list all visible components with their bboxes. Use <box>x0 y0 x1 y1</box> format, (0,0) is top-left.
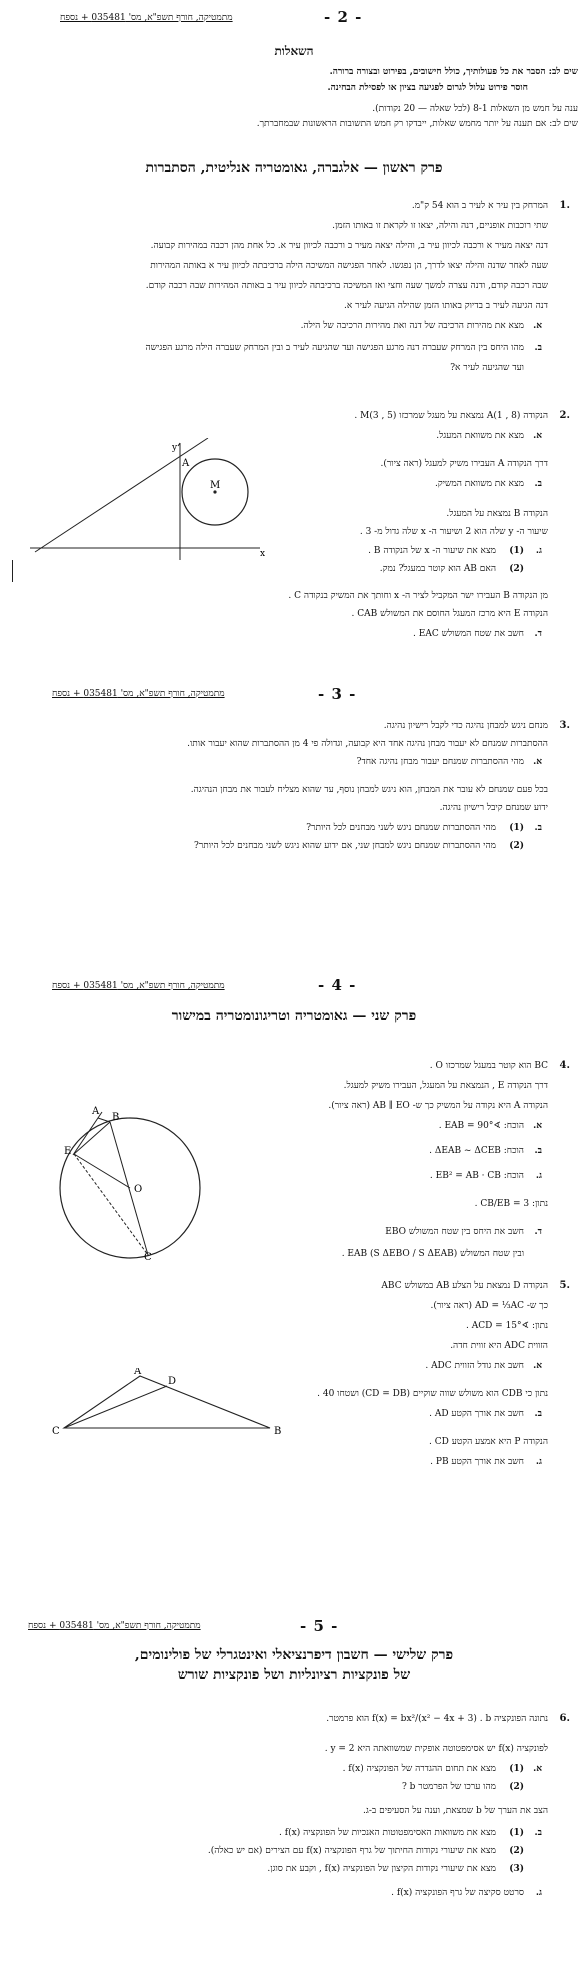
item-label: (2) <box>509 841 524 851</box>
question-item: מצא את משוואת המעגל. <box>436 431 524 441</box>
item-label: (3) <box>509 1864 524 1874</box>
question-item: חשב את גודל הזווית ADC . <box>425 1361 524 1371</box>
question-item: סרטט סקיצה של גרף הפונקציה f(x) . <box>391 1888 524 1898</box>
triangle-abc <box>64 1376 270 1428</box>
question-line: הנקודה P היא אמצע הקטע CD . <box>429 1437 548 1447</box>
page-header: מתמטיקה, חורף תשפ"א, מס' 035481 + נספח <box>60 13 233 23</box>
question-line: הזווית ADC היא זווית חדה. <box>450 1341 548 1351</box>
triangle-figure <box>50 1368 290 1438</box>
item-label: (2) <box>509 1846 524 1856</box>
item-label: ד. <box>534 629 542 639</box>
note-line: חוסר פירוט עלול לגרום לפגיעה בציון או לפסילת הבחינה. <box>327 83 528 93</box>
segment-ab <box>98 1118 110 1122</box>
point-a-label: A <box>92 1106 100 1117</box>
question-item: הוכח: ∢EAB = 90° . <box>438 1121 524 1131</box>
page-header: מתמטיקה, חורף תשפ"א, מס' 035481 + נספח <box>52 689 225 699</box>
question-line: הנקודה B נמצאת על המעגל. <box>446 509 548 519</box>
item-label: (2) <box>509 1782 524 1792</box>
question-line: דנה הגיעה לעיר ב בדיוק באותו הזמן שהילה הגיעה לעיר א. <box>344 301 548 311</box>
item-label: א. <box>533 1764 542 1774</box>
item-label: ג. <box>535 1888 542 1898</box>
question-line: הנקודה E היא מרכז המעגל החוסם את המשולש CAB . <box>351 609 548 619</box>
question-number: 1. <box>559 200 570 211</box>
question-line: הצב את הערך של b שמצאת, וענה על הסעיפים ב-ג. <box>363 1806 548 1816</box>
question-item: מהו ערכו של הפרמטר b ? <box>401 1782 496 1792</box>
question-line: הנקודה A(1 , 8) נמצאת על מעגל שמרכזו M(3 , 5) . <box>354 411 548 421</box>
question-line: ההסתברות שמנחם לא יעבור מבחן נהיגה אחד היא קבועה, וגדולה פי 4 מן ההסתברות שהוא יעבור אותו. <box>187 739 548 749</box>
question-item: מצא את מהירות הרכיבה של דנה ואת מהירות הרכיבה של הילה. <box>300 321 524 331</box>
item-label: א. <box>533 321 542 331</box>
point-c-label: C <box>144 1252 152 1260</box>
question-item: חשב את אורך הקטע AD . <box>429 1409 524 1419</box>
questions-title: השאלות <box>274 44 314 58</box>
question-line: שתי רוכבות אופניים, דנה והילה, יצאו זו לקראת זו באותו הזמן. <box>332 221 548 231</box>
page-3 <box>0 680 588 950</box>
question-item: הוכח: EB² = AB · CB . <box>429 1171 524 1181</box>
item-label: (1) <box>509 546 524 556</box>
item-label: (1) <box>509 1764 524 1774</box>
question-line: דנה יצאה מעיר א ורכבה לכיוון עיר ב, והילה יצאה מעיר ב ורכבה לכיוון עיר א. כל אחת מהן רכבה במהירות קבועה. <box>150 241 548 251</box>
note-line: שים לב: הסבר את כל פעולותיך, כולל חישובים, בפירוט ובצורה ברורה. <box>329 67 578 77</box>
segment-eo <box>74 1154 130 1188</box>
question-line: המרחק בין עיר א לעיר ב הוא 54 ק"מ. <box>411 201 548 211</box>
item-label: ב. <box>534 343 542 353</box>
margin-line <box>12 560 13 582</box>
question-line: שיעור ה- y שלה הוא 2 ושיעור ה- x שלה גדול מ- 3 . <box>359 527 548 537</box>
question-item: ובין שטח המשולש EAB (S ΔEBO / S ΔEAB) . <box>341 1249 524 1259</box>
item-label: (2) <box>509 564 524 574</box>
question-line: כך ש- AD = ⅓AC (ראה ציור). <box>430 1301 548 1311</box>
question-number: 3. <box>559 720 570 731</box>
item-label: (1) <box>509 1828 524 1838</box>
point-c-label: C <box>52 1426 60 1437</box>
question-line: הנקודה D נמצאת על הצלע AB במשולש ABC <box>381 1281 548 1291</box>
question-line: נתון: ∢ACD = 15° . <box>465 1321 548 1331</box>
y-axis-label: y <box>172 443 178 453</box>
note-line: שים לב: אם תענה על יותר מחמש שאלות, ייבדקו רק חמש התשובות הראשונות שבמחברתך. <box>256 119 578 129</box>
question-item: מצא את שיעור ה- x של הנקודה B . <box>368 546 496 556</box>
note-line: ענה על חמש מן השאלות 8-1 (לכל שאלה — 20 נקודות). <box>372 104 578 114</box>
section-title: פרק שלישי — חשבון דיפרנציאלי ואינטגרלי של פולינומים, <box>134 1647 454 1663</box>
item-label: א. <box>533 757 542 767</box>
item-label: ב. <box>534 823 542 833</box>
page-4 <box>0 960 588 1550</box>
question-line: נתון כי CDB הוא משולש שווה שוקיים (CD = DB) ושטחו 40 . <box>317 1389 548 1399</box>
item-label: ג. <box>535 546 542 556</box>
question-line: הנקודה A היא נקודה על המשיק כך ש- AB ∥ EO (ראה ציור). <box>328 1101 548 1111</box>
section-title: פרק ראשון — אלגברה, גאומטריה אנליטית, הסתברות <box>145 160 443 176</box>
given-line: נתון: CB/EB = 3 . <box>474 1199 548 1209</box>
question-item: מהי ההסתברות שמנחם ניגש לשני מבחנים לכל היותר? <box>306 823 496 833</box>
page-header: מתמטיקה, חורף תשפ"א, מס' 035481 + נספח <box>28 1621 201 1631</box>
question-line: נתונה הפונקציה f(x) = bx²/(x² − 4x + 3) . b הוא פרמטר. <box>326 1714 548 1724</box>
question-line: שעה לאחר שדנה והילה יצאו לדרך, הן נפגשו. לאחר הפגישה המשיכה הילה ברכיבתה לכיוון עיר א באותה המהירות <box>150 261 548 271</box>
circle-tangent-figure <box>30 438 280 568</box>
question-item: מצא את תחום ההגדרה של הפונקציה f(x) . <box>342 1764 496 1774</box>
question-line: דרך הנקודה E , הנמצאת על המעגל, העבירו משיק למעגל. <box>343 1081 548 1091</box>
page-number: - 2 - <box>324 8 363 26</box>
item-label: ב. <box>534 1146 542 1156</box>
point-d-label: D <box>168 1376 177 1387</box>
page-number: - 3 - <box>318 685 357 703</box>
question-number: 5. <box>559 1280 570 1291</box>
item-label: ד. <box>534 1227 542 1237</box>
item-label: ג. <box>535 1171 542 1181</box>
question-item: האם AB הוא קוטר במעגל? נמק. <box>379 564 496 574</box>
question-line: בכל פעם שמנחם לא עובר את המבחן, הוא ניגש למבחן נוסף, עד שהוא מצליח לעבור את מבחן הנהיגה. <box>190 785 548 795</box>
question-item: ועד שהגיעה לעיר א? <box>450 363 524 373</box>
point-e-label: E <box>64 1146 72 1157</box>
question-number: 2. <box>559 410 570 421</box>
point-b-label: B <box>274 1426 282 1437</box>
question-item: מצא את משוואות האסימפטוטות האנכיות של הפונקציה f(x) . <box>279 1828 496 1838</box>
question-line: ידוע שמנחם קיבל רישיון נהיגה. <box>439 803 548 813</box>
question-item: חשב את היחס בין שטח המשולש EBO <box>385 1227 524 1237</box>
item-label: (1) <box>509 823 524 833</box>
question-line: BC הוא קוטר במעגל שמרכזו O . <box>429 1061 548 1071</box>
question-line: שבה רכבה קודם, ודנה עצרה למשך שעה וחצי ואז המשיכה ברכיבתה לכיוון עיר ב באותה המהירות שבה רכבה קודם. <box>145 281 548 291</box>
item-label: א. <box>533 1121 542 1131</box>
item-label: א. <box>533 1361 542 1371</box>
question-item: מהי ההסתברות שמנחם יעבור מבחן נהיגה אחד? <box>356 757 524 767</box>
segment-ec <box>74 1154 148 1255</box>
section-title: של פונקציות רציונליות ושל פונקציות שורש <box>177 1667 411 1683</box>
question-line: דרך הנקודה A העבירו משיק למעגל (ראה ציור). <box>380 459 548 469</box>
question-item: מהי ההסתברות שמנחם ניגש למבחן שני, אם ידוע שהוא ניגש לשני מבחנים לכל היותר? <box>194 841 496 851</box>
circle-diameter-figure <box>40 1100 220 1260</box>
question-line: מן הנקודה B העבירו ישר המקביל לציר ה- x וחותך את המשיק בנקודה C . <box>288 591 548 601</box>
question-item: מצא את משוואת המשיק. <box>434 479 524 489</box>
question-item: חשב את אורך הקטע PB . <box>430 1457 524 1467</box>
section-title: פרק שני — גאומטריה וטריגונומטריה במישור <box>171 1008 417 1024</box>
point-a-label: A <box>134 1368 142 1377</box>
point-m-label: M <box>210 480 221 491</box>
page-number: - 5 - <box>300 1617 339 1635</box>
page-header: מתמטיקה, חורף תשפ"א, מס' 035481 + נספח <box>52 981 225 991</box>
page-2 <box>0 0 588 690</box>
question-line: מנחם ניגש למבחן נהיגה כדי לקבל רישיון נהיגה. <box>383 721 548 731</box>
page-number: - 4 - <box>318 976 357 994</box>
item-label: ב. <box>534 1409 542 1419</box>
point-o-label: O <box>134 1184 143 1195</box>
page-5 <box>0 1605 588 1981</box>
item-label: ב. <box>534 1828 542 1838</box>
question-item: מצא את שיעורי נקודות הקיצון של הפונקציה f(x) , וקבע את סוגן. <box>267 1864 496 1874</box>
question-number: 6. <box>559 1713 570 1724</box>
question-line: לפונקציה f(x) יש אסימפטוטה אופקית שמשוואתה היא y = 2 . <box>324 1744 548 1754</box>
item-label: ג. <box>535 1457 542 1467</box>
question-item: חשב את שטח המשולש EAC . <box>413 629 524 639</box>
question-number: 4. <box>559 1060 570 1071</box>
x-axis-label: x <box>260 549 266 559</box>
point-a-label: A <box>182 458 190 469</box>
question-item: הוכח: ΔEAB ~ ΔCEB . <box>429 1146 524 1156</box>
point-b-label: B <box>112 1112 120 1123</box>
item-label: ב. <box>534 479 542 489</box>
question-item: מהו היחס בין המרחק שעברה דנה מרגע הפגישה ועד שהגיעה לעיר ב ובין המרחק שעברה הילה מרגע הפגישה <box>145 343 524 353</box>
item-label: א. <box>533 431 542 441</box>
question-item: מצא את שיעורי נקודות החיתוך של גרף הפונקציה f(x) עם הצירים (אם יש כאלה). <box>207 1846 496 1856</box>
diameter-bc <box>110 1122 148 1255</box>
